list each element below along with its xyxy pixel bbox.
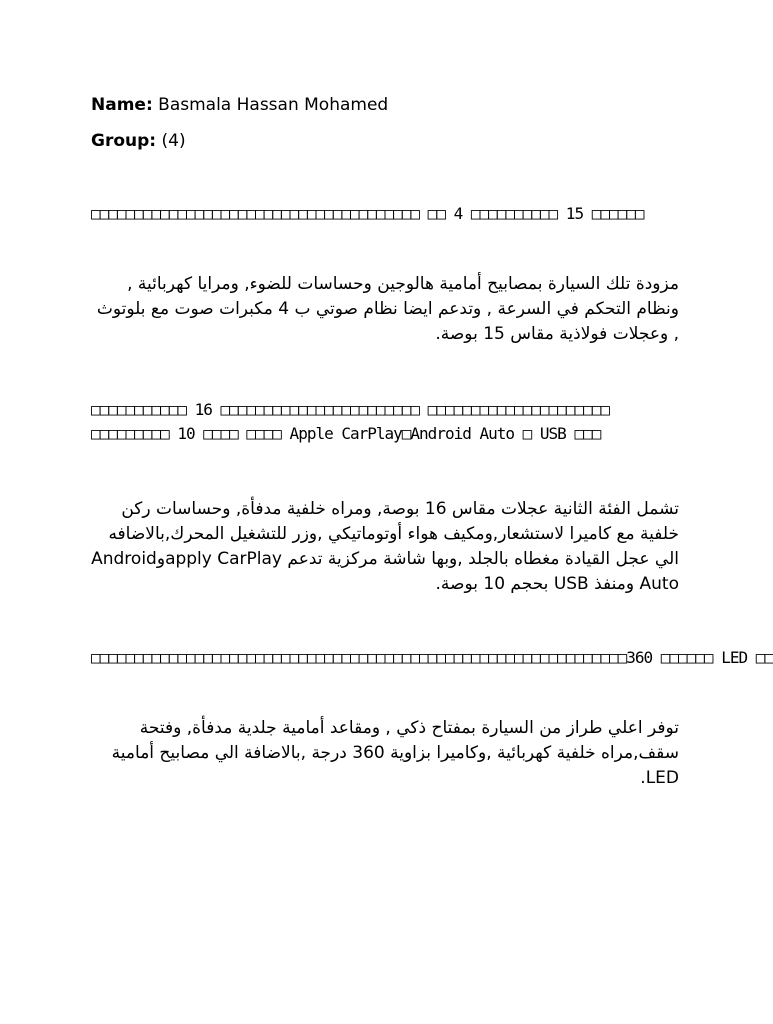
garbled-line: □□□□□□□□□□□ 16 □□□□□□□□□□□□□□□□□□□□□□□ □□□□□□□□□□□□□□□□□□□□□ [91, 400, 609, 419]
arabic-paragraph-3: توفر اعلي طراز من السيارة بمفتاح ذكي , ومقاعد أمامية جلدية مدفأة, وفتحة سقف,مراه خلفية كهربائية ,وكاميرا بزاوية 360 درجة ,بالاضافة الي مصابيح أمامية LED. [111, 718, 679, 788]
arabic-paragraph-2: تشمل الفئة الثانية عجلات مقاس 16 بوصة, ومراه خلفية مدفأة, وحساسات ركن خلفية مع كاميرا لاستشعار,ومكيف هواء أوتوماتيكي ,وزر للتشغيل المحرك,بالاضافه الي عجل القيادة مغطاه بالجلد ,وبها شاشة مركزية تدعم apply CarPlayوAndroid Auto ومنفذ USB بحجم 10 بوصة. [91, 499, 679, 594]
arabic-paragraph-1: مزودة تلك السيارة بمصابيح أمامية هالوجين وحساسات للضوء, ومرايا كهربائية , ونظام التحكم في السرعة , وتدعم ايضا نظام صوتي ب 4 مكبرات صوت مع بلوتوث , وعجلات فولاذية مقاس 15 بوصة. [96, 274, 679, 344]
group-field [91, 130, 186, 152]
name-value: Basmala Hassan Mohamed [152, 95, 389, 115]
garbled-text-block-3 [91, 646, 773, 670]
garbled-text-block-2 [91, 398, 686, 446]
group-label: Group: [91, 131, 157, 151]
garbled-text-block-1 [91, 202, 686, 226]
name-field [91, 94, 388, 116]
name-label: Name: [91, 95, 153, 115]
garbled-line: □□□□□□□□□□□□□□□□□□□□□□□□□□□□□□□□□□□□□□□□□□□□□□□□□□□□□□□□□□□□□□360 □□□□□□ LED □□ [91, 648, 773, 667]
group-value: (4) [156, 131, 186, 151]
garbled-line: □□□□□□□□□□□□□□□□□□□□□□□□□□□□□□□□□□□□□□ □□ 4 □□□□□□□□□□ 15 □□□□□□ [91, 204, 644, 223]
garbled-line: □□□□□□□□□ 10 □□□□ □□□□ Apple CarPlay□Android Auto □ USB □□□ [91, 424, 601, 443]
